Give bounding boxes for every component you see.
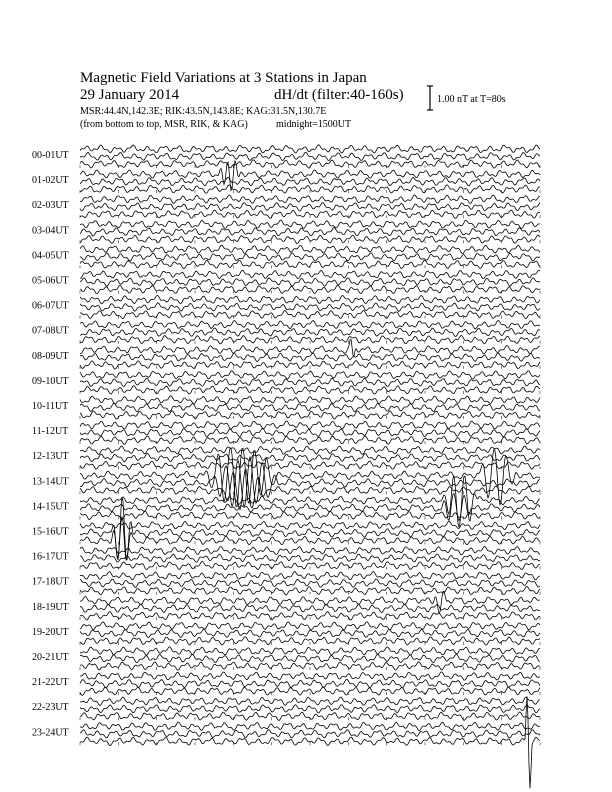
trace-rik-row-20 [80, 654, 540, 662]
trace-kag-row-10 [80, 396, 540, 405]
midnight-note: midnight=1500UT [276, 119, 352, 130]
row-label: 15-16UT [32, 526, 69, 538]
row-label: 03-04UT [32, 225, 69, 237]
trace-kag-row-22 [80, 697, 540, 706]
trace-rik-row-17 [80, 579, 540, 587]
trace-kag-row-4 [80, 245, 540, 253]
trace-rik-row-11 [80, 428, 540, 436]
trace-kag-row-15 [80, 521, 540, 530]
row-label: 06-07UT [32, 300, 69, 312]
trace-kag-row-2 [80, 195, 540, 203]
trace-kag-row-5 [80, 270, 540, 278]
trace-rik-row-6 [80, 303, 540, 312]
row-label: 20-21UT [32, 652, 69, 663]
trace-kag-row-6 [80, 295, 540, 303]
station-coordinates: MSR:44.4N,142.3E; RIK:43.5N,143.8E; KAG:31.5N,130.7E [80, 106, 327, 117]
trace-rik-row-5 [80, 278, 540, 286]
trace-rik-row-16 [80, 554, 540, 562]
row-label: 13-14UT [32, 476, 69, 488]
trace-kag-row-7 [80, 321, 540, 329]
trace-rik-row-19 [80, 629, 540, 638]
row-label: 21-22UT [32, 677, 69, 689]
trace-kag-row-21 [80, 672, 540, 680]
row-label: 04-05UT [32, 250, 69, 262]
row-label: 23-24UT [32, 727, 69, 739]
row-label: 17-18UT [32, 576, 69, 588]
row-label: 10-11UT [32, 401, 69, 412]
trace-kag-row-12 [80, 446, 540, 454]
row-label: 07-08UT [32, 325, 69, 337]
row-label: 16-17UT [32, 551, 69, 563]
trace-rik-row-3 [80, 228, 540, 237]
row-label: 22-23UT [32, 702, 69, 714]
row-label: 14-15UT [32, 501, 69, 513]
row-label: 19-20UT [32, 626, 69, 638]
trace-msr-row-15 [80, 516, 540, 560]
trace-rik-row-8 [80, 353, 540, 362]
trace-kag-row-16 [80, 546, 540, 554]
trace-rik-row-12 [80, 454, 540, 463]
chart-quantity: dH/dt (filter:40-160s) [274, 87, 404, 103]
chart-title: Magnetic Field Variations at 3 Stations in Japan [80, 70, 367, 86]
row-label: 01-02UT [32, 175, 69, 187]
scale-bar [427, 86, 433, 110]
trace-kag-row-9 [80, 371, 540, 379]
trace-kag-row-20 [80, 647, 540, 655]
trace-rik-row-23 [80, 730, 540, 738]
chart-date: 29 January 2014 [80, 87, 180, 103]
trace-rik-row-9 [80, 378, 540, 386]
trace-kag-row-3 [80, 220, 540, 228]
trace-rik-row-7 [80, 328, 540, 336]
trace-kag-row-23 [80, 722, 540, 731]
trace-rik-row-4 [80, 253, 540, 261]
trace-order-note: (from bottom to top, MSR, RIK, & KAG) [80, 119, 248, 130]
trace-rik-row-21 [80, 679, 540, 688]
trace-kag-row-19 [80, 622, 540, 630]
trace-kag-row-0 [80, 145, 540, 153]
trace-rik-row-2 [80, 203, 540, 211]
trace-rik-row-22 [80, 705, 540, 713]
row-label: 11-12UT [32, 426, 69, 438]
trace-rik-row-0 [80, 152, 540, 160]
hour-rows [32, 145, 540, 788]
row-label: 00-01UT [32, 150, 69, 161]
trace-rik-row-1 [80, 177, 540, 186]
scale-bar-label: 1.00 nT at T=80s [437, 94, 506, 105]
trace-rik-row-10 [80, 403, 540, 412]
row-label: 18-19UT [32, 601, 69, 613]
row-label: 09-10UT [32, 375, 69, 387]
trace-kag-row-13 [80, 448, 540, 507]
trace-rik-row-18 [80, 604, 540, 613]
row-label: 02-03UT [32, 200, 69, 212]
trace-kag-row-17 [80, 572, 540, 580]
row-label: 05-06UT [32, 275, 69, 287]
row-label: 12-13UT [32, 451, 69, 463]
trace-kag-row-11 [80, 421, 540, 429]
row-label: 08-09UT [32, 350, 69, 362]
